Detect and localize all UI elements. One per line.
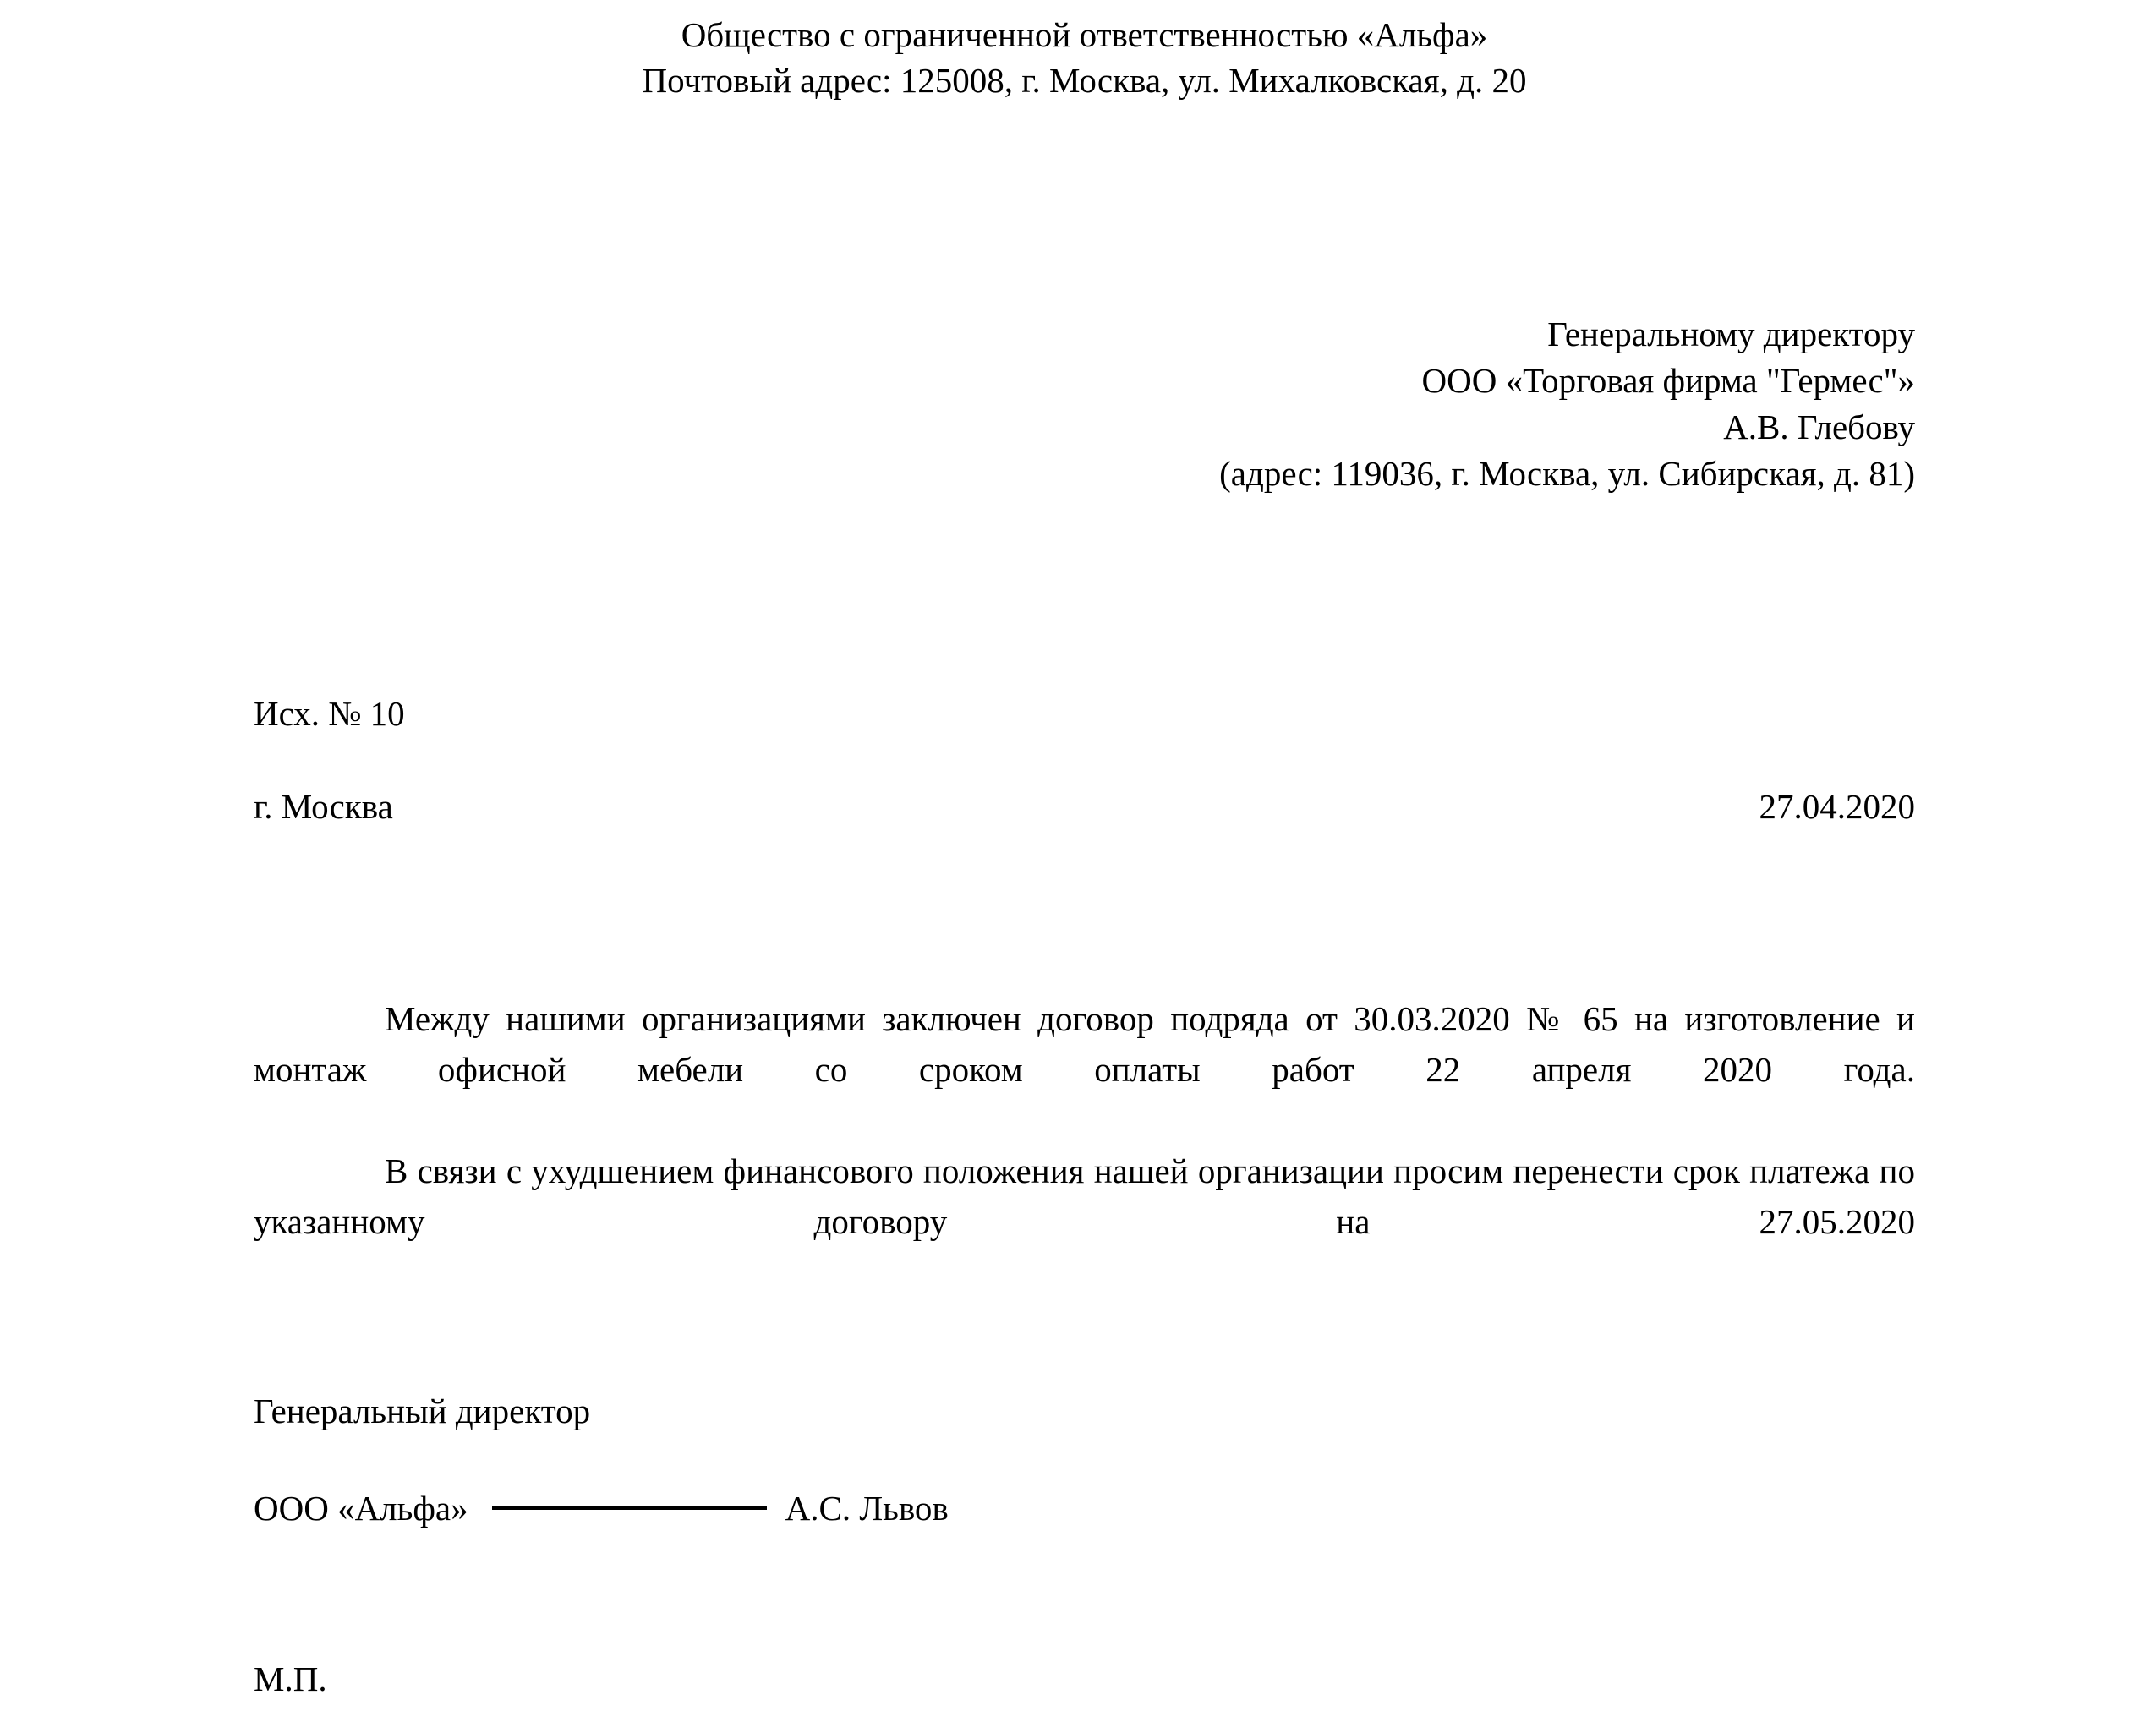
signatory-organization: ООО «Альфа» <box>254 1489 468 1528</box>
place-and-date-row <box>254 786 1915 827</box>
outgoing-reference-number <box>254 693 1915 734</box>
body-paragraph-1: Между нашими организациями заключен договор подряда от 30.03.2020 № 65 на изготовление и монтаж офисной мебели со сроком оплаты работ 22 апреля 2020 года. <box>254 999 1915 1089</box>
letterhead-postal-address: Почтовый адрес: 125008, г. Москва, ул. Михалковская, д. 20 <box>642 61 1527 100</box>
signatory-role <box>254 1391 1915 1431</box>
signature-row <box>254 1488 1915 1528</box>
stamp-place-label: М.П. <box>254 1659 327 1698</box>
letter-body <box>254 993 1915 1298</box>
reference-number-label: Исх. № 10 <box>254 694 405 733</box>
addressee-block <box>254 311 1915 497</box>
document-place: г. Москва <box>254 787 393 826</box>
letterhead <box>254 12 1915 103</box>
addressee-organization: ООО «Торговая фирма "Гермес"» <box>1421 361 1915 400</box>
stamp-place-marker <box>254 1659 1915 1699</box>
document-date: 27.04.2020 <box>1759 787 1915 826</box>
addressee-address: (адрес: 119036, г. Москва, ул. Сибирская, д. 81) <box>1219 454 1915 493</box>
signatory-person: А.С. Львов <box>785 1489 949 1528</box>
addressee-person: А.В. Глебову <box>1723 407 1915 446</box>
addressee-role: Генеральному директору <box>1547 314 1915 353</box>
signatory-role-label: Генеральный директор <box>254 1391 591 1430</box>
body-paragraph-2: В связи с ухудшением финансового положения нашей организации просим перенести срок платежа по указанному договору на 27.05.2020 <box>254 1151 1915 1241</box>
letterhead-company-name: Общество с ограниченной ответственностью «Альфа» <box>681 15 1488 54</box>
signature-line <box>492 1506 767 1510</box>
